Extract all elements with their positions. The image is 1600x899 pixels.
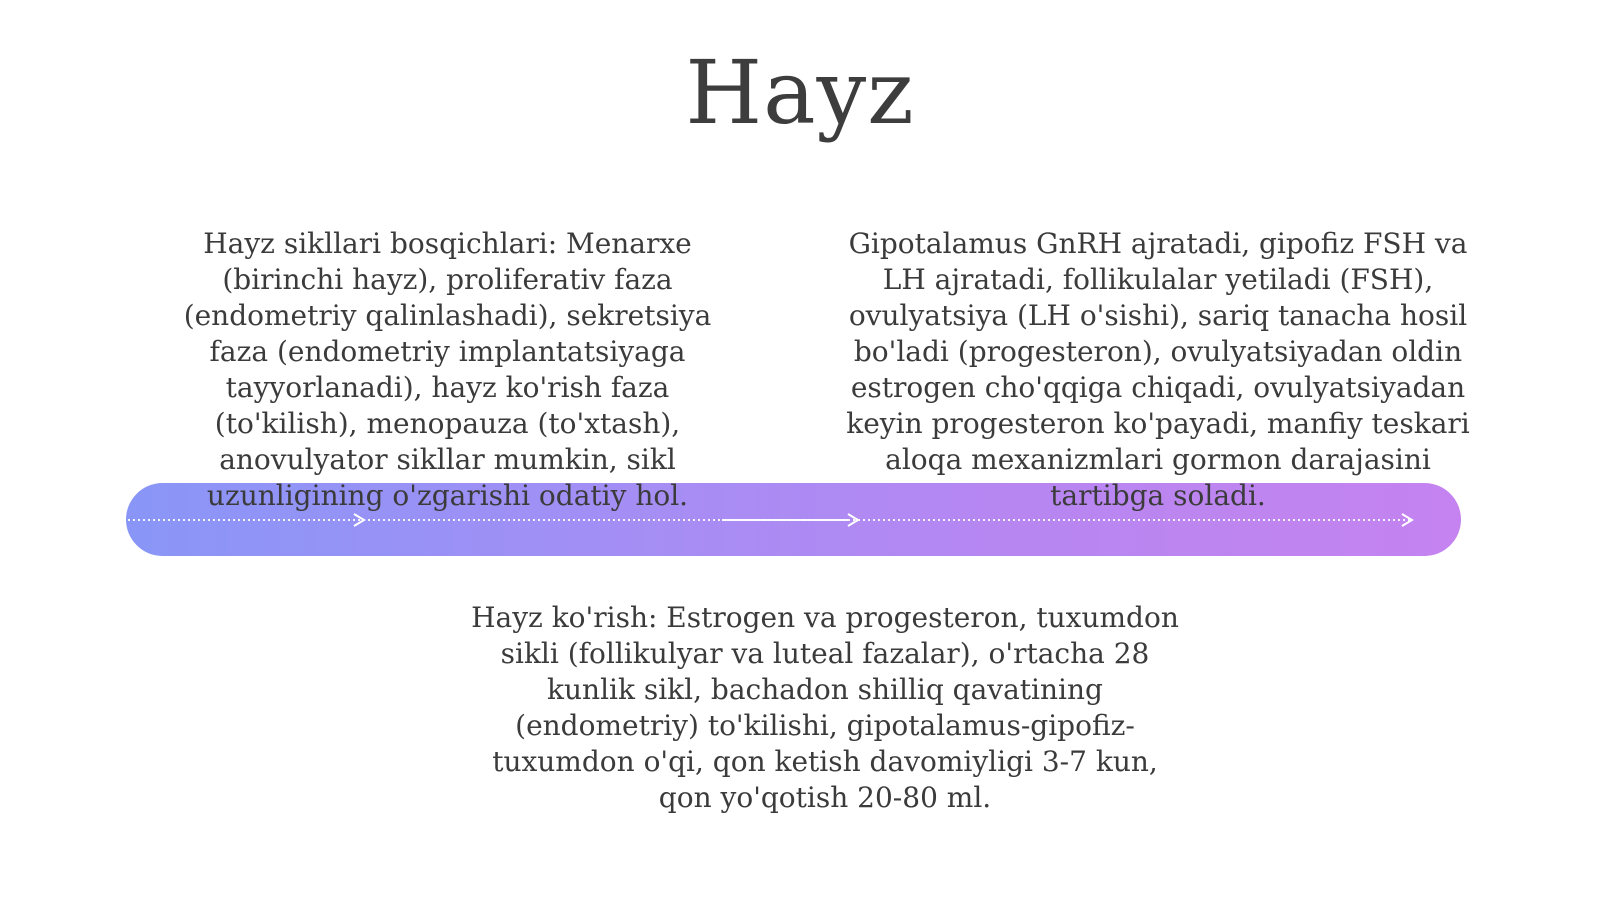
text-block-hormones: Gipotalamus GnRH ajratadi, gipofiz FSH va LH ajratadi, follikulalar yetiladi (FSH), ovulyatsiya (LH o'sishi), sariq tanacha hosil bo'ladi (progesteron), ovulyatsiyadan oldin estrogen cho'qqiga chiqadi, ovulyatsiyadan keyin progesteron ko'payadi, manfiy teskari aloqa mexanizmlari gormon darajasini tartibga soladi. xyxy=(846,227,1470,512)
text-block-overview: Hayz ko'rish: Estrogen va progesteron, tuxumdon sikli (follikulyar va luteal fazalar), o'rtacha 28 kunlik sikl, bachadon shilliq qavatining (endometriy) to'kilishi, gipotalamus-gipofiz-tuxumdon o'qi, qon ketish davomiyligi 3-7 kun, qon yo'qotish 20-80 ml. xyxy=(471,601,1179,814)
slide-title: Hayz xyxy=(685,41,915,144)
text-block-phases: Hayz sikllari bosqichlari: Menarxe (birinchi hayz), proliferativ faza (endometriy qalinlashadi), sekretsiya faza (endometriy implantatsiyaga tayyorlanadi), hayz ko'rish faza (to'kilish), menopauza (to'xtash), anovulyator sikllar mumkin, sikl uzunligining o'zgarishi odatiy hol. xyxy=(183,227,712,512)
